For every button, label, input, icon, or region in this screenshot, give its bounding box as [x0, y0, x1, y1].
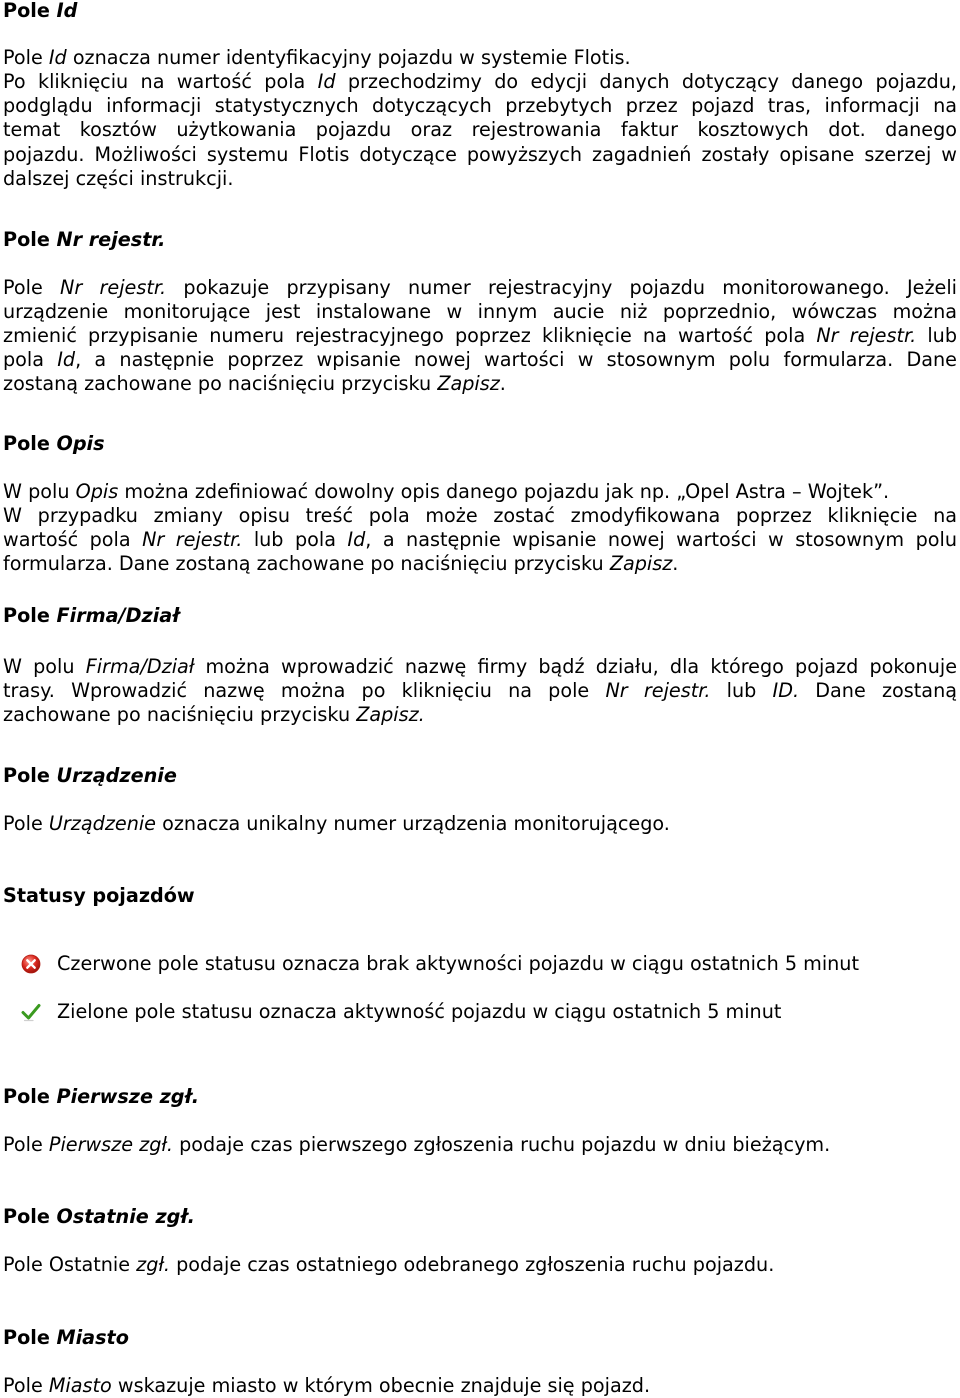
- field-name: Zapisz: [609, 552, 673, 575]
- text-run: wartość pola: [3, 528, 143, 551]
- paragraph-line: [3, 348, 957, 372]
- section-heading-prefix: Pole: [3, 604, 57, 627]
- text-run: oznacza unikalny numer urządzenia monitorującego.: [156, 812, 670, 835]
- text-run: podglądu informacji statystycznych dotyczących przebytych przez pojazd tras, informacji na: [3, 94, 957, 117]
- text-run: wskazuje miasto w którym obecnie znajduje się pojazd.: [111, 1374, 651, 1397]
- text-run: zachowane po naciśnięciu przycisku: [3, 703, 357, 726]
- paragraph-line: [3, 70, 957, 94]
- text-run: temat kosztów użytkowania pojazdu oraz rejestrowania faktur kosztowych dot. danego: [3, 118, 957, 141]
- text-run: Pole: [3, 276, 61, 299]
- field-name: Id: [347, 528, 366, 551]
- text-run: .: [499, 372, 506, 395]
- field-name: Id: [57, 348, 76, 371]
- field-name: Urządzenie: [48, 812, 156, 835]
- text-run: .: [672, 552, 679, 575]
- status-description: Czerwone pole statusu oznacza brak aktywności pojazdu w ciągu ostatnich 5 minut: [57, 952, 859, 975]
- text-run: zmienić przypisanie numeru rejestracyjnego poprzez kliknięcie na wartość pola: [3, 324, 817, 347]
- text-run: podaje czas ostatniego odebranego zgłoszenia ruchu pojazdu.: [170, 1253, 775, 1276]
- section-heading-prefix: Pole: [3, 1085, 57, 1108]
- text-run: dalszej części instrukcji.: [3, 167, 234, 190]
- section-heading-field: Nr rejestr.: [56, 228, 166, 251]
- text-run: oznacza numer identyfikacyjny pojazdu w systemie Flotis.: [66, 46, 631, 69]
- section-heading-prefix: Pole: [3, 0, 57, 22]
- paragraph-line: [3, 46, 957, 70]
- paragraph-line: [3, 1253, 957, 1277]
- section-heading-field: Id: [56, 0, 78, 22]
- paragraph-line: [3, 528, 957, 552]
- section-heading-field: Urządzenie: [56, 764, 177, 787]
- paragraph-line: [3, 276, 957, 300]
- field-name: Miasto: [48, 1374, 112, 1397]
- section-heading: [3, 1205, 957, 1229]
- section-heading: [3, 884, 957, 908]
- text-run: pokazuje przypisany numer rejestracyjny pojazdu monitorowanego. Jeżeli: [166, 276, 957, 299]
- paragraph-line: [3, 480, 957, 504]
- text-run: W przypadku zmiany opisu treść pola może zostać zmodyfikowana poprzez kliknięcie na: [3, 504, 957, 527]
- text-run: , a następnie poprzez wpisanie nowej wartości w stosownym polu formularza. Dane: [75, 348, 957, 371]
- paragraph-line: [3, 324, 957, 348]
- section-heading-field: Pierwsze zgł.: [56, 1085, 200, 1108]
- paragraph-line: [3, 812, 957, 836]
- text-run: lub: [916, 324, 958, 347]
- green-check-icon: [20, 1001, 42, 1023]
- section-heading-field: Ostatnie zgł.: [56, 1205, 195, 1228]
- section-heading: [3, 764, 957, 788]
- text-run: W polu: [3, 655, 86, 678]
- section-heading: [3, 1085, 957, 1109]
- text-run: urządzenie monitorujące jest instalowane w innym aucie niż poprzednio, wówczas można: [3, 300, 957, 323]
- field-name: Nr rejestr.: [142, 528, 243, 551]
- text-run: formularza. Dane zostaną zachowane po naciśnięciu przycisku: [3, 552, 610, 575]
- section-heading-field: Firma/Dział: [56, 604, 180, 627]
- status-description: Zielone pole statusu oznacza aktywność pojazdu w ciągu ostatnich 5 minut: [57, 1000, 782, 1023]
- paragraph-line: [3, 504, 957, 528]
- paragraph-line: [3, 300, 957, 324]
- paragraph-line: [3, 655, 957, 679]
- field-name: ID.: [772, 679, 800, 702]
- red-x-icon: [20, 953, 42, 975]
- field-name: Firma/Dział: [85, 655, 195, 678]
- section-heading-prefix: Statusy pojazdów: [3, 884, 195, 907]
- text-run: Pole: [3, 1374, 49, 1397]
- field-name: Zapisz: [437, 372, 500, 395]
- field-name: zgł.: [136, 1253, 171, 1276]
- field-name: Nr rejestr.: [816, 324, 917, 347]
- text-run: podaje czas pierwszego zgłoszenia ruchu pojazdu w dniu bieżącym.: [173, 1133, 831, 1156]
- text-run: można wprowadzić nazwę firmy bądź działu, dla którego pojazd pokonuje: [194, 655, 957, 678]
- section-heading-prefix: Pole: [3, 432, 57, 455]
- section-heading: [3, 1326, 957, 1350]
- text-run: lub: [710, 679, 773, 702]
- text-run: Pole: [3, 812, 49, 835]
- paragraph-line: [3, 372, 957, 396]
- field-name: Id: [317, 70, 336, 93]
- paragraph-line: [3, 679, 957, 703]
- field-name: Id: [48, 46, 67, 69]
- text-run: Po kliknięciu na wartość pola: [3, 70, 318, 93]
- section-heading: [3, 0, 957, 23]
- paragraph-line: [3, 1374, 957, 1398]
- paragraph-line: [3, 1133, 957, 1157]
- paragraph-line: [3, 118, 957, 142]
- paragraph-line: [3, 167, 957, 191]
- text-run: lub pola: [242, 528, 348, 551]
- text-run: , a następnie wpisanie nowej wartości w stosownym polu: [365, 528, 957, 551]
- text-run: Pole: [3, 46, 49, 69]
- section-heading: [3, 432, 957, 456]
- text-run: pola: [3, 348, 58, 371]
- text-run: Pole Ostatnie: [3, 1253, 137, 1276]
- text-run: przechodzimy do edycji danych dotyczący danego pojazdu,: [335, 70, 957, 93]
- text-run: Dane zostaną: [799, 679, 957, 702]
- text-run: trasy. Wprowadzić nazwę można po kliknięciu na pole: [3, 679, 606, 702]
- section-heading-field: Opis: [56, 432, 105, 455]
- paragraph-line: [3, 143, 957, 167]
- text-run: Pole: [3, 1133, 49, 1156]
- section-heading-prefix: Pole: [3, 1205, 57, 1228]
- paragraph-line: [3, 552, 957, 576]
- field-name: Opis: [75, 480, 119, 503]
- section-heading-prefix: Pole: [3, 1326, 57, 1349]
- field-name: Nr rejestr.: [605, 679, 711, 702]
- section-heading-prefix: Pole: [3, 764, 57, 787]
- text-run: pojazdu. Możliwości systemu Flotis dotyczące powyższych zagadnień zostały opisane szerzej w: [3, 143, 957, 166]
- section-heading-prefix: Pole: [3, 228, 57, 251]
- text-run: W polu: [3, 480, 76, 503]
- text-run: można zdefiniować dowolny opis danego pojazdu jak np. „Opel Astra – Wojtek”.: [118, 480, 890, 503]
- section-heading: [3, 604, 957, 628]
- paragraph-line: [3, 94, 957, 118]
- section-heading: [3, 228, 957, 252]
- section-heading-field: Miasto: [56, 1326, 129, 1349]
- field-name: Pierwsze zgł.: [48, 1133, 173, 1156]
- field-name: Nr rejestr.: [60, 276, 167, 299]
- text-run: zostaną zachowane po naciśnięciu przycisku: [3, 372, 438, 395]
- paragraph-line: [3, 703, 957, 727]
- field-name: Zapisz.: [356, 703, 425, 726]
